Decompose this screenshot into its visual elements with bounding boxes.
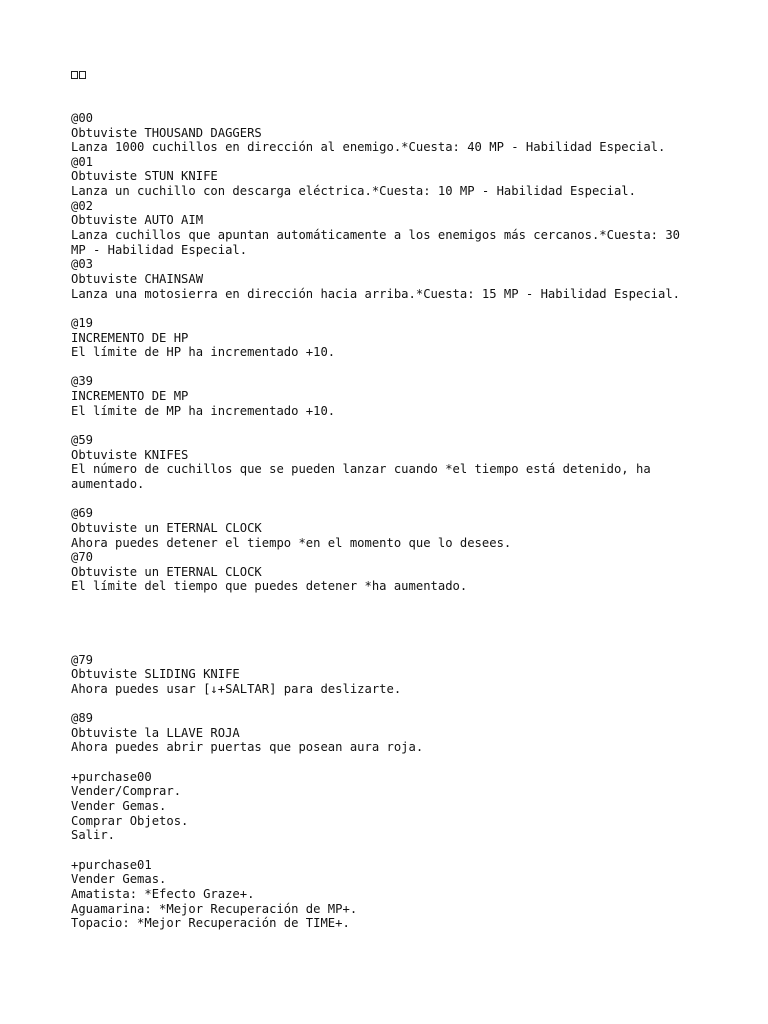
blank-line (71, 301, 761, 316)
text-line: Topacio: *Mejor Recuperación de TIME+. (71, 916, 350, 931)
text-line: Amatista: *Efecto Graze+. (71, 886, 255, 901)
text-line: @89 (71, 711, 94, 726)
text-line: Comprar Objetos. (71, 813, 189, 828)
box-glyph (71, 71, 78, 79)
text-line: El número de cuchillos que se pueden lanzar cuando *el tiempo está detenido, ha (71, 462, 651, 477)
text-line: +purchase01 (71, 857, 152, 872)
blank-line (71, 609, 761, 624)
blank-line (71, 755, 761, 770)
text-line: Lanza una motosierra en dirección hacia arriba.*Cuesta: 15 MP - Habilidad Especial. (71, 286, 681, 301)
text-line: Vender Gemas. (71, 872, 167, 887)
text-line: Lanza un cuchillo con descarga eléctrica.*Cuesta: 10 MP - Habilidad Especial. (71, 184, 636, 199)
blank-line (71, 623, 761, 638)
blank-line (71, 843, 761, 858)
text-line: Obtuviste CHAINSAW (71, 271, 204, 286)
text-line: Ahora puedes abrir puertas que posean aura roja. (71, 740, 424, 755)
text-line: INCREMENTO DE MP (71, 389, 189, 404)
text-line: Obtuviste SLIDING KNIFE (71, 667, 240, 682)
blank-line (71, 96, 761, 111)
text-line: Obtuviste STUN KNIFE (71, 169, 218, 184)
text-line: El límite de HP ha incrementado +10. (71, 345, 336, 360)
text-line: Vender Gemas. (71, 799, 167, 814)
text-line: @39 (71, 374, 94, 389)
text-line: Salir. (71, 828, 116, 843)
blank-line (71, 360, 761, 375)
text-line: aumentado. (71, 476, 145, 491)
text-line: INCREMENTO DE HP (71, 330, 189, 345)
text-line: Ahora puedes usar [↓+SALTAR] para deslizarte. (71, 681, 402, 696)
header-glyph-row (71, 67, 761, 82)
blank-line (71, 638, 761, 653)
text-line: Obtuviste un ETERNAL CLOCK (71, 564, 262, 579)
box-glyph (79, 71, 86, 79)
text-line: Obtuviste la LLAVE ROJA (71, 725, 240, 740)
text-line: Obtuviste KNIFES (71, 447, 189, 462)
text-line: Obtuviste AUTO AIM (71, 213, 204, 228)
text-line: El límite del tiempo que puedes detener *ha aumentado. (71, 579, 468, 594)
text-line: Vender/Comprar. (71, 784, 182, 799)
text-line: El límite de MP ha incrementado +10. (71, 403, 336, 418)
text-line: Obtuviste THOUSAND DAGGERS (71, 125, 262, 140)
blank-line (71, 82, 761, 97)
text-line: @19 (71, 315, 94, 330)
text-line: @00 (71, 110, 94, 125)
blank-line (71, 594, 761, 609)
text-line: @69 (71, 506, 94, 521)
text-line: Obtuviste un ETERNAL CLOCK (71, 520, 262, 535)
text-line: @70 (71, 550, 94, 565)
blank-line (71, 697, 761, 712)
document-text (71, 82, 761, 931)
text-line: MP - Habilidad Especial. (71, 242, 248, 257)
text-line: Ahora puedes detener el tiempo *en el momento que lo desees. (71, 535, 512, 550)
text-line: @59 (71, 433, 94, 448)
text-line: @79 (71, 652, 94, 667)
blank-line (71, 418, 761, 433)
text-line: Aguamarina: *Mejor Recuperación de MP+. (71, 901, 358, 916)
text-line: Lanza cuchillos que apuntan automáticamente a los enemigos más cercanos.*Cuesta: 30 (71, 228, 681, 243)
text-line: @03 (71, 257, 94, 272)
blank-line (71, 492, 761, 507)
text-line: +purchase00 (71, 769, 152, 784)
document-page (71, 67, 761, 931)
text-line: @01 (71, 154, 94, 169)
text-line: @02 (71, 198, 94, 213)
text-line: Lanza 1000 cuchillos en dirección al enemigo.*Cuesta: 40 MP - Habilidad Especial. (71, 140, 666, 155)
